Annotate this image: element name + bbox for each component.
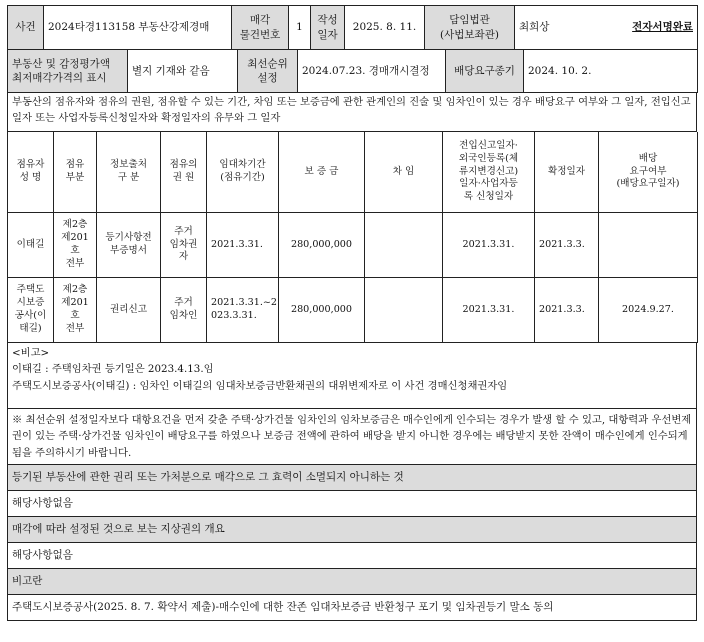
occupancy-notice: 부동산의 점유자와 점유의 권원, 점유할 수 있는 기간, 차임 또는 보증금에 관한 관계인의 진술 및 임차인이 있는 경우 배당요구 여부와 그 일자, 전입신고일자 또는 사업자등록신청일자와 확정일자의 유무와 그 일자 — [7, 93, 697, 132]
section-title-surviving-rights: 등기된 부동산에 관한 권리 또는 가처분으로 매각으로 그 효력이 소멸되지 아니하는 것 — [7, 465, 697, 491]
cell-occupant-name: 주택도 시보증 공사(이 태길) — [8, 278, 54, 343]
remarks-line: 주택도시보증공사(이태길) : 임차인 이태길의 임대차보증금반환채권의 대위변제자로 이 사건 경매신청채권자임 — [12, 379, 508, 392]
item-number-label: 매각 물건번호 — [232, 6, 289, 50]
cell-move-in-date: 2021.3.31. — [443, 213, 535, 278]
item-number-value: 1 — [289, 6, 311, 50]
cell-info-source: 권리신고 — [97, 278, 161, 343]
cell-occupancy-right: 주거 임차인 — [161, 278, 207, 343]
cell-dividend-request: 2024.9.27. — [599, 278, 698, 343]
occupant-table — [7, 132, 698, 343]
cell-rent — [365, 213, 443, 278]
header-move-in-date: 전입신고일자· 외국인등록(체 류지변경신고) 일자·사업자등 록 신청일자 — [443, 132, 535, 213]
header-occupant-name: 점유자 성 명 — [8, 132, 54, 213]
signature-mark: 전자서명완료 — [632, 21, 693, 34]
header-lease-period: 임대차기간 (점유기간) — [207, 132, 279, 213]
cell-fixed-date: 2021.3.3. — [535, 213, 599, 278]
section-value-remarks: 주택도시보증공사(2025. 8. 7. 확약서 제출)-매수인에 대한 잔존 임대차보증금 반환청구 포기 및 임차권등기 말소 동의 — [7, 595, 697, 621]
judge-name: 최희상 — [519, 21, 550, 34]
remarks-line: 이태길 : 주택임차권 등기일은 2023.4.13.임 — [12, 363, 214, 376]
case-label: 사건 — [8, 6, 44, 50]
table-row — [8, 213, 698, 278]
priority-label: 최선순위 설정 — [238, 50, 298, 93]
header-dividend-request: 배당 요구여부 (배당요구일자) — [599, 132, 698, 213]
warning-notice: ※ 최선순위 설정일자보다 대항요건을 먼저 갖춘 주택·상가건물 임차인의 임차보증금은 매수인에게 인수되는 경우가 발생 할 수 있고, 대항력과 우선변제권이 있는 주택·상가건물 임차인이 배당요구를 하였으나 보증금 전액에 관하여 배당을 받지 아니한 경우에는 배당받지 못한 잔액이 매수인에게 인수되게 됨을 주의하시기 바랍니다. — [7, 409, 697, 465]
cell-occupied-part: 제2층 제201 호 전부 — [54, 278, 97, 343]
remarks-block — [7, 343, 697, 409]
sale-statement-document — [7, 5, 697, 621]
date-value: 2025. 8. 11. — [345, 6, 425, 50]
cell-info-source: 등기사항전 부증명서 — [97, 213, 161, 278]
header-fixed-date: 확정일자 — [535, 132, 599, 213]
header-rent: 차 임 — [365, 132, 443, 213]
section-value-superficies: 해당사항없음 — [7, 543, 697, 569]
priority-value: 2024.07.23. 경매개시결정 — [298, 50, 446, 93]
price-header-table — [7, 50, 698, 93]
date-label: 작성 일자 — [311, 6, 345, 50]
cell-rent — [365, 278, 443, 343]
price-label: 부동산 및 감정평가액 최저매각가격의 표시 — [8, 50, 128, 93]
cell-dividend-request — [599, 213, 698, 278]
section-title-remarks: 비고란 — [7, 569, 697, 595]
header-occupancy-right: 점유의 권 원 — [161, 132, 207, 213]
judge-label: 담임법관 (사법보좌관) — [425, 6, 515, 50]
deadline-value: 2024. 10. 2. — [524, 50, 698, 93]
cell-occupant-name: 이태길 — [8, 213, 54, 278]
cell-lease-period: 2021.3.31.~2 023.3.31. — [207, 278, 279, 343]
case-value: 2024타경113158 부동산강제경매 — [44, 6, 232, 50]
cell-lease-period: 2021.3.31. — [207, 213, 279, 278]
cell-deposit: 280,000,000 — [279, 278, 365, 343]
table-row — [8, 278, 698, 343]
cell-occupied-part: 제2층 제201 호 전부 — [54, 213, 97, 278]
price-value: 별지 기재와 같음 — [128, 50, 238, 93]
cell-occupancy-right: 주거 임차권 자 — [161, 213, 207, 278]
occupant-table-header — [8, 132, 698, 213]
case-header-table — [7, 5, 698, 50]
deadline-label: 배당요구종기 — [446, 50, 524, 93]
header-info-source: 정보출처 구 분 — [97, 132, 161, 213]
section-title-superficies: 매각에 따라 설정된 것으로 보는 지상권의 개요 — [7, 517, 697, 543]
section-value-surviving-rights: 해당사항없음 — [7, 491, 697, 517]
header-deposit: 보 증 금 — [279, 132, 365, 213]
cell-deposit: 280,000,000 — [279, 213, 365, 278]
judge-cell — [515, 6, 698, 50]
header-occupied-part: 점유 부분 — [54, 132, 97, 213]
remarks-title: <비고> — [12, 347, 50, 359]
cell-move-in-date: 2021.3.31. — [443, 278, 535, 343]
cell-fixed-date: 2021.3.3. — [535, 278, 599, 343]
